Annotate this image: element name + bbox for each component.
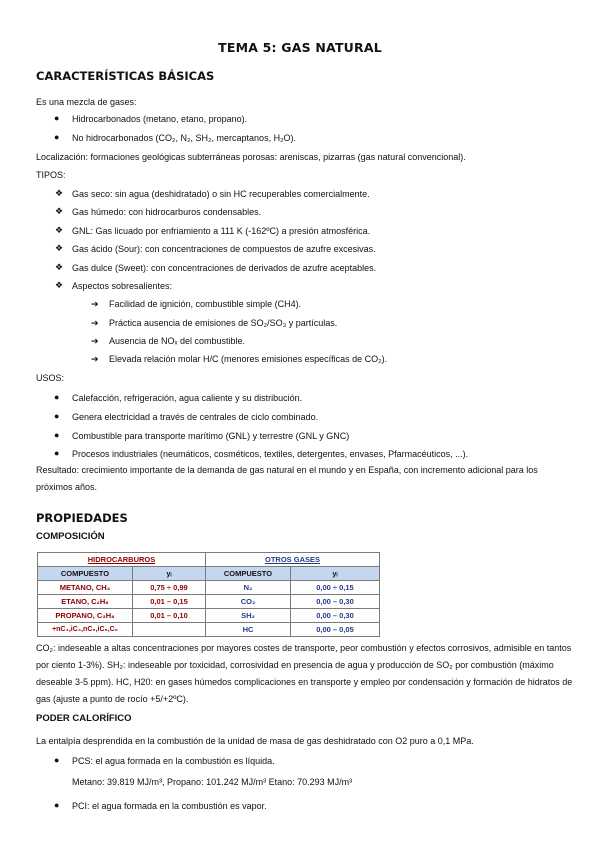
document-title: TEMA 5: GAS NATURAL: [218, 40, 382, 55]
composition-note-paragraph: CO₂: indeseable a altas concentraciones por mayores costes de transporte, peor combustión y efectos corrosivos, admisible en tantos por ciento 1-3%). SH₂: indeseable por toxicidad, corrosividad en presencia de agua y producción de SO₂ por combustión (máximo deseable 3-5 ppm). HC, H20: en gases húmedos complicaciones en transporte y empleo por condensación y formación de hidratos de gas (ajuste a punto de rocío +5/+2ºC).: [36, 643, 573, 704]
table-cell: 0,00 ÷ 0,15: [291, 581, 380, 595]
list-item: PCS: el agua formada en la combustión es líquida.: [72, 756, 275, 766]
poder-calorifico-label: PODER CALORÍFICO: [36, 713, 132, 724]
table-cell: 0,00 – 0,30: [291, 595, 380, 609]
list-item: Gas seco: sin agua (deshidratado) o sin HC recuperables comercialmente.: [72, 189, 370, 199]
diamond-bullet-icon: ❖: [55, 188, 64, 198]
table-cell: 0,01 – 0,10: [133, 609, 206, 623]
arrow-bullet-icon: ➔: [91, 318, 99, 328]
table-cell: CO₂: [206, 595, 291, 609]
table-cell: +nC₄,iC₄,nC₅,iC₅,C₆: [38, 623, 133, 637]
pcs-values-text: Metano: 39.819 MJ/m³, Propano: 101.242 MJ/m³ Etano: 70.293 MJ/m³: [72, 777, 353, 787]
tipos-label: TIPOS:: [36, 170, 66, 180]
bullet-dot-icon: ●: [54, 411, 60, 421]
bullet-dot-icon: ●: [54, 430, 60, 440]
list-item: Facilidad de ignición, combustible simple (CH4).: [109, 299, 302, 309]
entalpia-text: La entalpía desprendida en la combustión de la unidad de masa de gas deshidratado con O2 puro a 0,1 MPa.: [36, 736, 474, 746]
table-cell: 0,00 – 0,30: [291, 609, 380, 623]
list-item: Genera electricidad a través de centrales de ciclo combinado.: [72, 412, 319, 422]
list-item: PCI: el agua formada en la combustión es vapor.: [72, 801, 267, 811]
diamond-bullet-icon: ❖: [55, 243, 64, 253]
arrow-bullet-icon: ➔: [91, 354, 99, 364]
table-cell: 0,00 – 0,05: [291, 623, 380, 637]
table-cell: N₂: [206, 581, 291, 595]
table-header-cell: yᵢ: [291, 567, 380, 581]
arrow-bullet-icon: ➔: [91, 336, 99, 346]
intro-text: Es una mezcla de gases:: [36, 97, 137, 107]
table-cell: [133, 623, 206, 637]
diamond-bullet-icon: ❖: [55, 280, 64, 290]
diamond-bullet-icon: ❖: [55, 206, 64, 216]
bullet-dot-icon: ●: [54, 448, 60, 458]
list-item: Gas ácido (Sour): con concentraciones de compuestos de azufre excesivas.: [72, 244, 376, 254]
bullet-dot-icon: ●: [54, 800, 60, 810]
list-item: Calefacción, refrigeración, agua caliente y su distribución.: [72, 393, 303, 403]
list-item: Gas dulce (Sweet): con concentraciones de derivados de azufre aceptables.: [72, 263, 377, 273]
table-row: [38, 595, 380, 609]
composition-table: [37, 552, 380, 637]
table-header-cell: yᵢ: [133, 567, 206, 581]
table-cell: METANO, CH₄: [38, 581, 133, 595]
table-cell: PROPANO, C₃H₈: [38, 609, 133, 623]
bullet-dot-icon: ●: [54, 755, 60, 765]
list-item: GNL: Gas licuado por enfriamiento a 111 K (-162ºC) a presión atmosférica.: [72, 226, 371, 236]
usos-label: USOS:: [36, 373, 65, 383]
list-item: Combustible para transporte marítimo (GNL) y terrestre (GNL y GNC): [72, 431, 350, 441]
diamond-bullet-icon: ❖: [55, 225, 64, 235]
bullet-dot-icon: ●: [54, 392, 60, 402]
table-group-title: OTROS GASES: [206, 553, 380, 567]
list-item: Procesos industriales (neumáticos, cosméticos, textiles, detergentes, envases, Pfarmacéuticos, ...).: [72, 449, 469, 459]
table-row: [38, 581, 380, 595]
table-cell: HC: [206, 623, 291, 637]
table-header-cell: COMPUESTO: [38, 567, 133, 581]
bullet-dot-icon: ●: [54, 113, 60, 123]
table-cell: 0,75 ÷ 0,99: [133, 581, 206, 595]
resultado-paragraph: Resultado: crecimiento importante de la demanda de gas natural en el mundo y en España, con incremento adicional para los próximos años.: [36, 465, 538, 492]
table-row: [38, 609, 380, 623]
composicion-label: COMPOSICIÓN: [36, 531, 105, 542]
arrow-bullet-icon: ➔: [91, 299, 99, 309]
diamond-bullet-icon: ❖: [55, 262, 64, 272]
section-heading-propiedades: PROPIEDADES: [36, 511, 128, 525]
list-item: Práctica ausencia de emisiones de SO₂/SO₃ y partículas.: [109, 318, 338, 328]
table-cell: SH₂: [206, 609, 291, 623]
table-row: [38, 623, 380, 637]
table-cell: 0,01 – 0,15: [133, 595, 206, 609]
list-item: Gas húmedo: con hidrocarburos condensables.: [72, 207, 262, 217]
bullet-dot-icon: ●: [54, 132, 60, 142]
location-text: Localización: formaciones geológicas subterráneas porosas: areniscas, pizarras (gas natural convencional).: [36, 152, 466, 162]
list-item: Aspectos sobresalientes:: [72, 281, 173, 291]
table-group-title: HIDROCARBUROS: [38, 553, 206, 567]
table-header-cell: COMPUESTO: [206, 567, 291, 581]
section-heading-caracteristicas: CARACTERÍSTICAS BÁSICAS: [36, 69, 215, 83]
table-cell: ETANO, C₂H₆: [38, 595, 133, 609]
list-item: Hidrocarbonados (metano, etano, propano).: [72, 114, 248, 124]
list-item: No hidrocarbonados (CO₂, N₂, SH₂, mercaptanos, H₂O).: [72, 133, 297, 143]
list-item: Elevada relación molar H/C (menores emisiones específicas de CO₂).: [109, 354, 388, 364]
list-item: Ausencia de NOₓ del combustible.: [109, 336, 246, 346]
